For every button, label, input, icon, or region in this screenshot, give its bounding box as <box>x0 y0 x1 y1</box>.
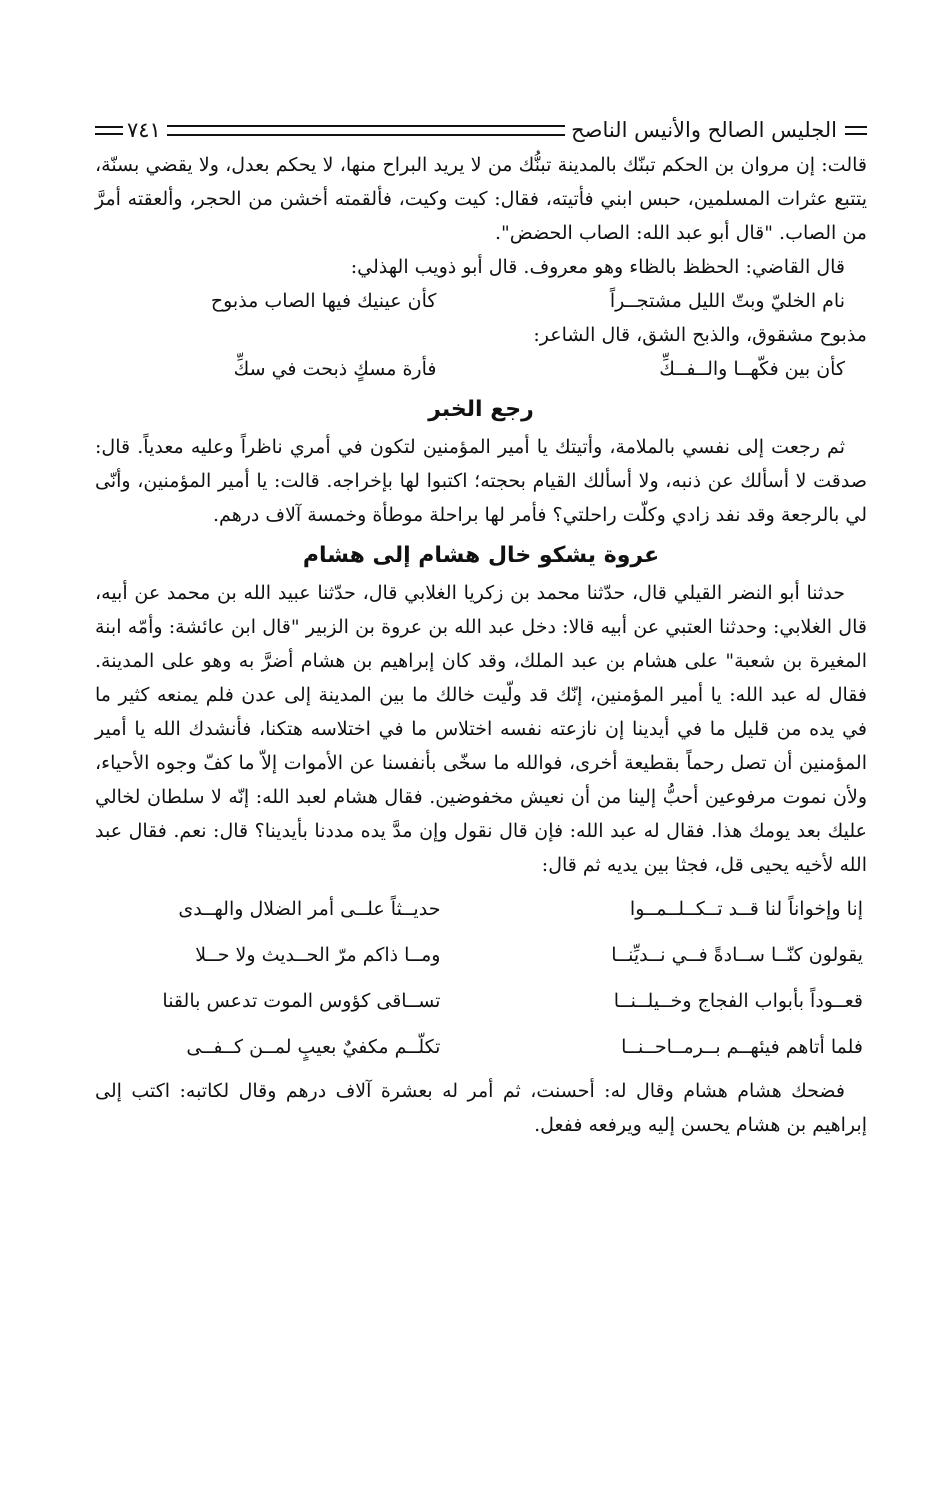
section-heading: عروة يشكو خال هشام إلى هشام <box>302 543 660 568</box>
poem-verse <box>95 978 867 1024</box>
book-title: الجليس الصالح والأنيس الناصح <box>571 118 837 142</box>
verse-line <box>95 352 867 386</box>
running-header <box>95 112 867 148</box>
paragraph: قال القاضي: الحظظ بالظاء وهو معروف. قال أبو ذويب الهذلي: <box>350 256 845 278</box>
header-ornament-end <box>95 126 123 135</box>
paragraph: فضحك هشام هشام وقال له: أحسنت، ثم أمر له بعشرة آلاف درهم وقال لكاتبه: اكتب إلى إبراهيم بن هشام يحسن إليه ويرفعه ففعل. <box>95 1080 867 1136</box>
verse-line <box>95 284 867 318</box>
poem-verse <box>95 932 867 978</box>
verse-second-hemistich: ومــا ذاكم مرّ الحــديث ولا حــلا <box>195 944 441 966</box>
verse-first-hemistich: يقولون كنّــا ســادةً فــي نــديِّنــا <box>611 944 863 966</box>
paragraph: مذبوح مشقوق، والذبح الشق، قال الشاعر: <box>533 324 867 346</box>
book-page <box>95 112 867 1142</box>
verse-second-hemistich: تكلّــم مكفيٌ بعيبٍ لمــن كــفــى <box>186 1036 441 1058</box>
paragraph: قالت: إن مروان بن الحكم تبنّك بالمدينة تبنُّك من لا يريد البراح منها، لا يحكم بعدل، ولا يقضي بسنّة، يتتبع عثرات المسلمين، حبس ابني فأتيته، فقال: كيت وكيت، فألقمته أخشن من الحجر، وألعقته أمرَّ من الصاب. "قال أبو عبد الله: الصاب الحضض". <box>95 154 867 244</box>
header-ornament <box>845 126 867 135</box>
verse-second-hemistich: حديــثاً علــى أمر الضلال والهــدى <box>178 898 441 920</box>
poem <box>95 886 867 1070</box>
verse-first-hemistich: نام الخليّ وبتّ الليل مشتجــراً <box>609 290 845 312</box>
paragraph: حدثنا أبو النضر القيلي قال، حدّثنا محمد بن زكريا الغلابي قال، حدّثنا عبيد الله بن محمد عن أبيه، قال الغلابي: وحدثنا العتبي عن أبيه قالا: دخل عبد الله بن عروة بن الزبير "قال ابن عائشة: وأمّه ابنة المغيرة بن شعبة" على هشام بن عبد الملك، وقد كان إبراهيم بن هشام أضرَّ به وهو على المدينة. فقال له عبد الله: يا أمير المؤمنين، إنّك قد ولّيت خالك ما بين المدينة إلى عدن فلم يمنعه كثير ما في يده من قليل ما في أيدينا إن نازعته نفسه اختلاس ما في اختلاسه هتكنا، فأنشدك الله يا أمير المؤمنين أن تصل رحماً بقطيعة أخرى، فوالله ما سخّى بأنفسنا عن الأموات إلاّ ما كفّ وجوه الأحياء، ولأن نموت مرفوعين أحبُّ إلينا من أن نعيش مخفوضين. فقال هشام لعبد الله: إنّه لا سلطان لخالي عليك بعد يومك هذا. فقال له عبد الله: فإن قال نقول وإن مدَّ يده مددنا بأيدينا؟ قال: نعم. فقال عبد الله لأخيه يحيى قل، فجثا بين يديه ثم قال: <box>95 582 868 876</box>
page-number: ٧٤١ <box>127 118 161 142</box>
verse-first-hemistich: كأن بين فكّهــا والــفــكِّ <box>659 358 845 380</box>
poem-verse <box>95 1024 867 1070</box>
verse-second-hemistich: كأن عينيك فيها الصاب مذبوح <box>210 290 437 312</box>
section-heading: رجع الخبر <box>428 397 534 422</box>
paragraph: ثم رجعت إلى نفسي بالملامة، وأتيتك يا أمير المؤمنين لتكون في أمري ناظراً وعليه معدياً. قال: صدقت لا أسألك عن ذنبه، ولا أسألك القيام بحجته؛ اكتبوا لها بإخراجه. قالت: يا أمير المؤمنين، وأنّى لي بالرجعة وقد نفد زادي وكلّت راحلتي؟ فأمر لها براحلة موطأة وخمسة آلاف درهم. <box>95 436 867 526</box>
verse-second-hemistich: تســاقى كؤوس الموت تدعس بالقنا <box>162 990 441 1012</box>
verse-first-hemistich: قعــوداً بأبواب الفجاج وخــيلــنــا <box>613 990 863 1012</box>
header-rule <box>167 125 565 136</box>
verse-second-hemistich: فأرة مسكٍ ذبحت في سكِّ <box>233 358 437 380</box>
poem-verse <box>95 886 867 932</box>
verse-first-hemistich: إنا وإخواناً لنا قــد تــكــلــمــوا <box>629 898 863 920</box>
verse-first-hemistich: فلما أتاهم فيئهــم بــرمــاحــنــا <box>621 1036 863 1058</box>
